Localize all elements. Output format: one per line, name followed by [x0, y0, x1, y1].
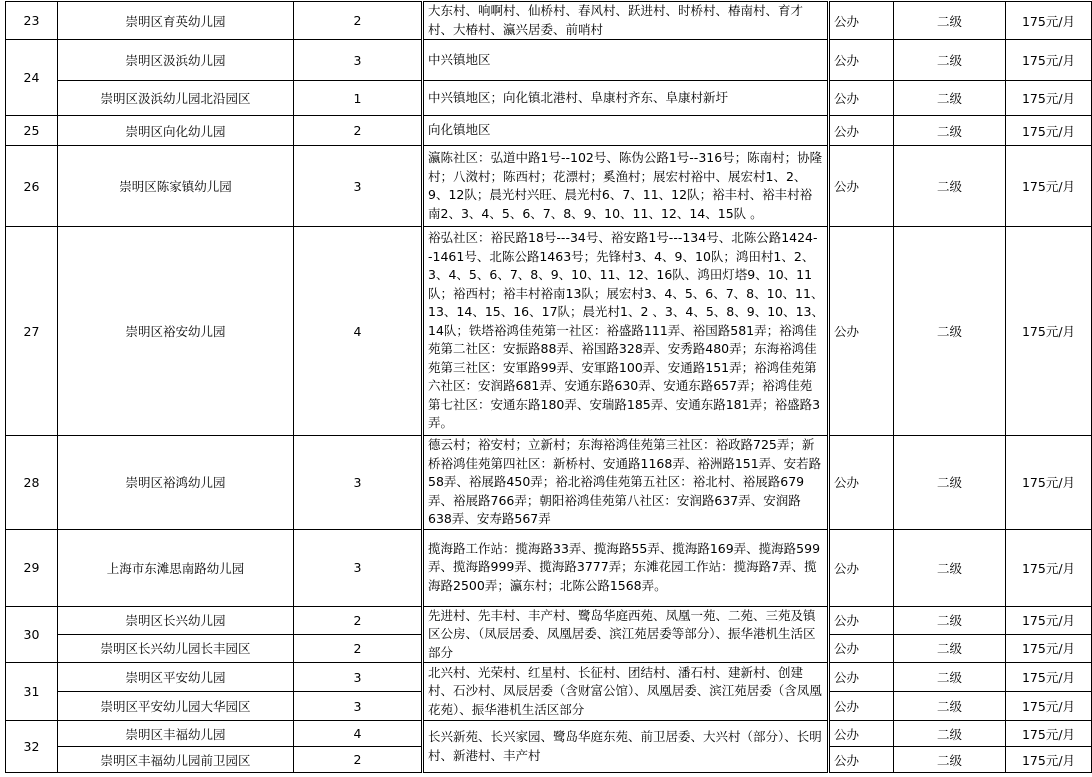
monthly-fee: 175元/月 [1006, 146, 1092, 227]
service-area: 德云村；裕安村；立新村；东海裕鸿佳苑第三社区：裕政路725弄；新桥裕鸿佳苑第四社区：新桥村、安通路1168弄、裕洲路151弄、安若路58弄、裕展路450弄；裕北裕鸿佳苑第五社区：裕北村、裕展路679弄、裕展路766弄；朝阳裕鸿佳苑第八社区：安润路637弄、安润路638弄、安寿路567弄 [423, 436, 829, 530]
class-count: 4 [294, 227, 423, 436]
service-area: 大东村、响啊村、仙桥村、春风村、跃进村、时桥村、椿南村、育才村、大椿村、瀛兴居委、前哨村 [423, 2, 829, 40]
monthly-fee: 175元/月 [1006, 81, 1092, 116]
kindergarten-name: 崇明区平安幼儿园大华园区 [58, 692, 294, 721]
school-level: 二级 [894, 116, 1006, 146]
table-row [6, 40, 1092, 81]
row-number: 28 [6, 436, 58, 530]
row-number: 31 [6, 663, 58, 721]
school-type: 公办 [829, 529, 894, 606]
monthly-fee: 175元/月 [1006, 2, 1092, 40]
monthly-fee: 175元/月 [1006, 40, 1092, 81]
kindergarten-name: 崇明区丰福幼儿园前卫园区 [58, 747, 294, 773]
school-level: 二级 [894, 227, 1006, 436]
monthly-fee: 175元/月 [1006, 634, 1092, 662]
service-area: 长兴新苑、长兴家园、鹭岛华庭东苑、前卫居委、大兴村（部分）、长明村、新港村、丰产村 [423, 721, 829, 773]
class-count: 3 [294, 692, 423, 721]
school-level: 二级 [894, 2, 1006, 40]
table-row [6, 227, 1092, 436]
kindergarten-name: 崇明区裕安幼儿园 [58, 227, 294, 436]
monthly-fee: 175元/月 [1006, 606, 1092, 634]
school-level: 二级 [894, 721, 1006, 747]
service-area: 裕弘社区：裕民路18号---34号、裕安路1号---134号、北陈公路1424--1461号、北陈公路1463号；先锋村3、4、9、10队；鸿田村1、2、3、4、5、6、7、8、9、10、11、12、16队、鸿田灯塔9、10、11队；裕西村；裕丰村裕南13队；展宏村3、4、5、6、7、8、10、11、13、14、15、16、17队；晨光村1、2 、3、4、5、8、9、10、13、14队；铁塔裕鸿佳苑第一社区：裕盛路111弄、裕国路581弄；裕鸿佳苑第二社区：安振路88弄、裕国路328弄、安秀路480弄；东海裕鸿佳苑第三社区：安軍路99弄、安軍路100弄、安通路151弄；裕鸿佳苑第六社区：安润路681弄、安通东路630弄、安通东路657弄；裕鸿佳苑第七社区：安通东路180弄、安瑞路185弄、安通东路181弄；裕盛路3弄。 [423, 227, 829, 436]
table-row [6, 116, 1092, 146]
table-row [6, 721, 1092, 747]
kindergarten-name: 崇明区长兴幼儿园 [58, 606, 294, 634]
school-level: 二级 [894, 692, 1006, 721]
table-row [6, 81, 1092, 116]
row-number: 30 [6, 606, 58, 663]
class-count: 3 [294, 436, 423, 530]
school-type: 公办 [829, 2, 894, 40]
monthly-fee: 175元/月 [1006, 721, 1092, 747]
school-type: 公办 [829, 606, 894, 634]
table-row [6, 146, 1092, 227]
monthly-fee: 175元/月 [1006, 227, 1092, 436]
school-type: 公办 [829, 721, 894, 747]
kindergarten-name: 崇明区汲浜幼儿园 [58, 40, 294, 81]
class-count: 3 [294, 663, 423, 692]
table-row [6, 663, 1092, 692]
school-type: 公办 [829, 116, 894, 146]
monthly-fee: 175元/月 [1006, 529, 1092, 606]
row-number: 24 [6, 40, 58, 116]
monthly-fee: 175元/月 [1006, 747, 1092, 773]
service-area: 瀛陈社区：弘道中路1号--102号、陈伪公路1号--316号；陈南村；协隆村；八滧村；陈西村；花漂村；奚渔村；展宏村裕中、展宏村1、2、9、12队；晨光村兴旺、晨光村6、7、11、12队；裕丰村、裕丰村裕南2、3、4、5、6、7、8、9、10、11、12、14、15队 。 [423, 146, 829, 227]
table-row [6, 606, 1092, 634]
service-area: 中兴镇地区 [423, 40, 829, 81]
row-number: 32 [6, 721, 58, 773]
row-number: 25 [6, 116, 58, 146]
kindergarten-name: 崇明区育英幼儿园 [58, 2, 294, 40]
kindergarten-name: 崇明区裕鸿幼儿园 [58, 436, 294, 530]
kindergarten-name: 崇明区向化幼儿园 [58, 116, 294, 146]
table-row [6, 2, 1092, 40]
monthly-fee: 175元/月 [1006, 692, 1092, 721]
table-row [6, 529, 1092, 606]
school-level: 二级 [894, 146, 1006, 227]
school-type: 公办 [829, 81, 894, 116]
school-type: 公办 [829, 40, 894, 81]
class-count: 2 [294, 116, 423, 146]
class-count: 1 [294, 81, 423, 116]
row-number: 27 [6, 227, 58, 436]
class-count: 3 [294, 146, 423, 227]
class-count: 2 [294, 2, 423, 40]
service-area: 北兴村、光荣村、红星村、长征村、团结村、潘石村、建新村、创建村、石沙村、凤辰居委（含财富公馆）、凤凰居委、滨江苑居委（含凤凰花苑）、振华港机生活区部分 [423, 663, 829, 721]
class-count: 2 [294, 747, 423, 773]
school-type: 公办 [829, 634, 894, 662]
school-level: 二级 [894, 747, 1006, 773]
service-area: 先进村、先丰村、丰产村、鹭岛华庭西苑、凤凰一苑、二苑、三苑及镇区公房、（凤辰居委、凤凰居委、滨江苑居委等部分）、振华港机生活区部分 [423, 606, 829, 663]
class-count: 3 [294, 40, 423, 81]
kindergarten-name: 崇明区长兴幼儿园长丰园区 [58, 634, 294, 662]
school-type: 公办 [829, 227, 894, 436]
school-type: 公办 [829, 436, 894, 530]
kindergarten-enrollment-table [5, 1, 1092, 773]
school-type: 公办 [829, 146, 894, 227]
class-count: 2 [294, 606, 423, 634]
table-row [6, 436, 1092, 530]
row-number: 26 [6, 146, 58, 227]
school-level: 二级 [894, 40, 1006, 81]
monthly-fee: 175元/月 [1006, 663, 1092, 692]
row-number: 29 [6, 529, 58, 606]
service-area: 揽海路工作站：揽海路33弄、揽海路55弄、揽海路169弄、揽海路599弄、揽海路999弄、揽海路3777弄；东滩花园工作站：揽海路7弄、揽海路2500弄；瀛东村；北陈公路1568弄。 [423, 529, 829, 606]
kindergarten-name: 崇明区平安幼儿园 [58, 663, 294, 692]
school-level: 二级 [894, 81, 1006, 116]
kindergarten-name: 崇明区汲浜幼儿园北沿园区 [58, 81, 294, 116]
school-level: 二级 [894, 529, 1006, 606]
service-area: 向化镇地区 [423, 116, 829, 146]
school-level: 二级 [894, 634, 1006, 662]
kindergarten-name: 崇明区陈家镇幼儿园 [58, 146, 294, 227]
class-count: 3 [294, 529, 423, 606]
school-level: 二级 [894, 606, 1006, 634]
class-count: 4 [294, 721, 423, 747]
service-area: 中兴镇地区；向化镇北港村、阜康村齐东、阜康村新圩 [423, 81, 829, 116]
school-type: 公办 [829, 663, 894, 692]
school-type: 公办 [829, 692, 894, 721]
monthly-fee: 175元/月 [1006, 116, 1092, 146]
school-level: 二级 [894, 436, 1006, 530]
kindergarten-name: 崇明区丰福幼儿园 [58, 721, 294, 747]
class-count: 2 [294, 634, 423, 662]
monthly-fee: 175元/月 [1006, 436, 1092, 530]
school-level: 二级 [894, 663, 1006, 692]
row-number: 23 [6, 2, 58, 40]
kindergarten-name: 上海市东滩思南路幼儿园 [58, 529, 294, 606]
school-type: 公办 [829, 747, 894, 773]
